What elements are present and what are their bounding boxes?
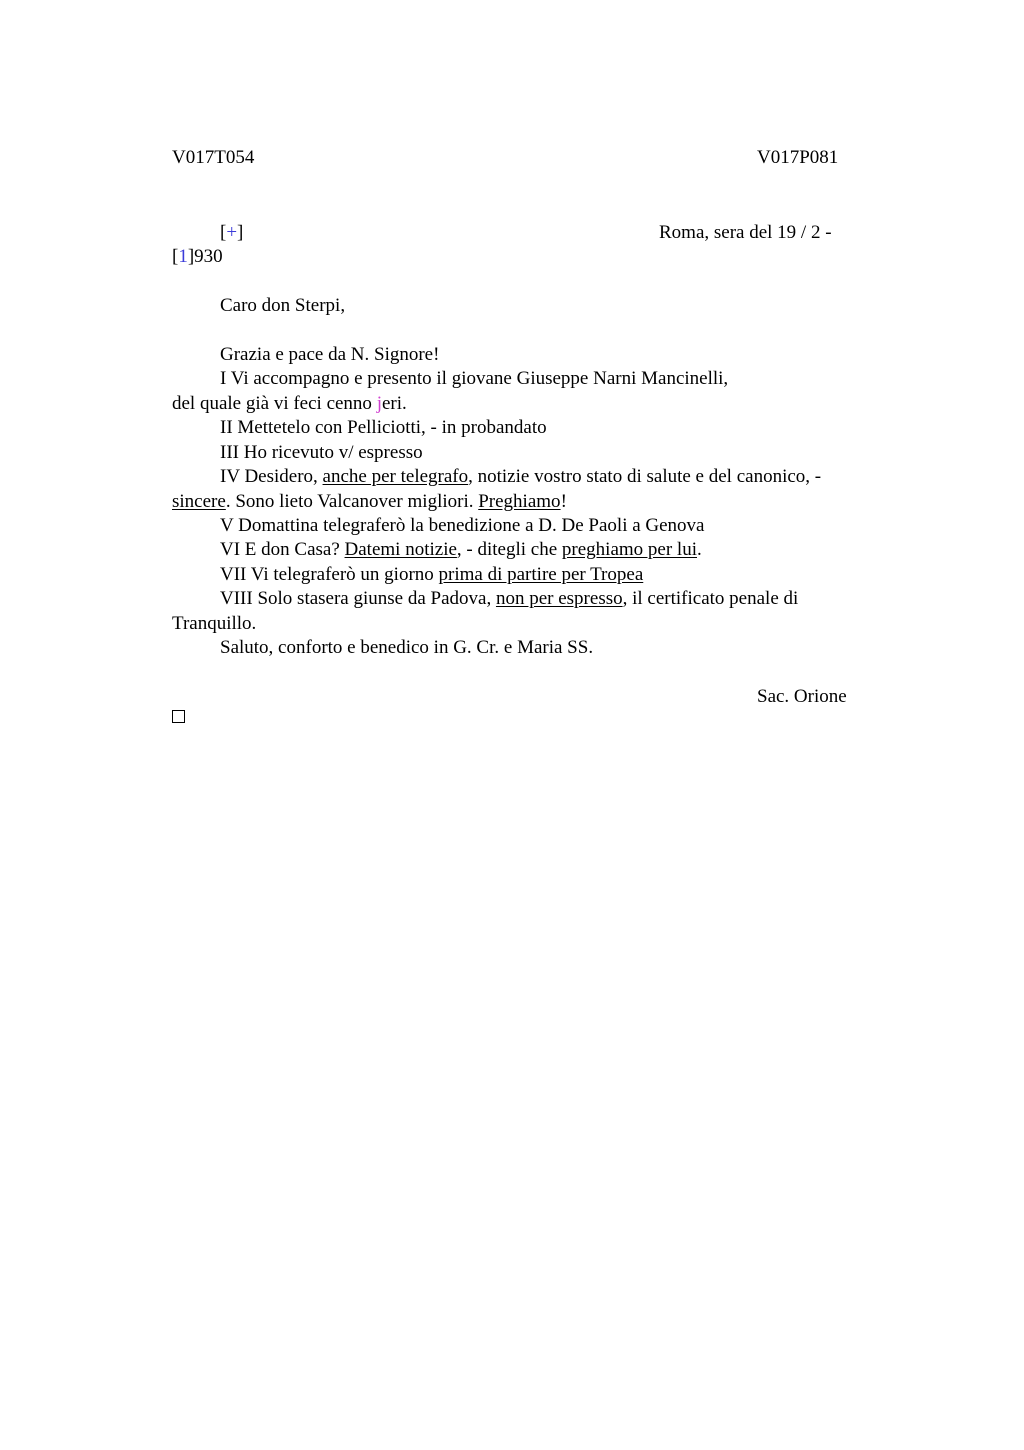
item-v: V Domattina telegraferò la benedizione a D. De Paoli a Genova — [220, 515, 705, 536]
header-right-code: V017P081 — [757, 147, 839, 168]
end-mark-icon — [172, 710, 185, 723]
signature: Sac. Orione — [757, 686, 847, 707]
item-vii: VII Vi telegraferò un giorno prima di partire per Tropea — [220, 564, 644, 585]
salutation: Caro don Sterpi, — [220, 295, 346, 316]
item-i-line1: I Vi accompagno e presento il giovane Giuseppe Narni Mancinelli, — [220, 368, 729, 389]
cross-icon: + — [226, 222, 238, 243]
header-left-code: V017T054 — [172, 147, 255, 168]
item-vi: VI E don Casa? Datemi notizie, - ditegli che preghiamo per lui. — [220, 539, 702, 560]
item-viii-line2: Tranquillo. — [172, 613, 257, 634]
item-viii-line1: VIII Solo stasera giunse da Padova, non per espresso, il certificato penale di — [220, 588, 799, 609]
item-iv-line2: sincere. Sono lieto Valcanover migliori. Preghiamo! — [172, 491, 567, 512]
year-line: [1]930 — [172, 246, 223, 267]
closing: Saluto, conforto e benedico in G. Cr. e Maria SS. — [220, 637, 594, 658]
item-ii: II Mettetelo con Pelliciotti, - in probandato — [220, 417, 547, 438]
item-i-line2: del quale già vi feci cenno jeri. — [172, 393, 407, 414]
item-iv-line1: IV Desidero, anche per telegrafo, notizie vostro stato di salute e del canonico, - — [220, 466, 822, 487]
cross-mark: [+] — [220, 222, 244, 243]
place-date: Roma, sera del 19 / 2 - — [659, 222, 832, 243]
greeting: Grazia e pace da N. Signore! — [220, 344, 440, 365]
item-iii: III Ho ricevuto v/ espresso — [220, 442, 423, 463]
